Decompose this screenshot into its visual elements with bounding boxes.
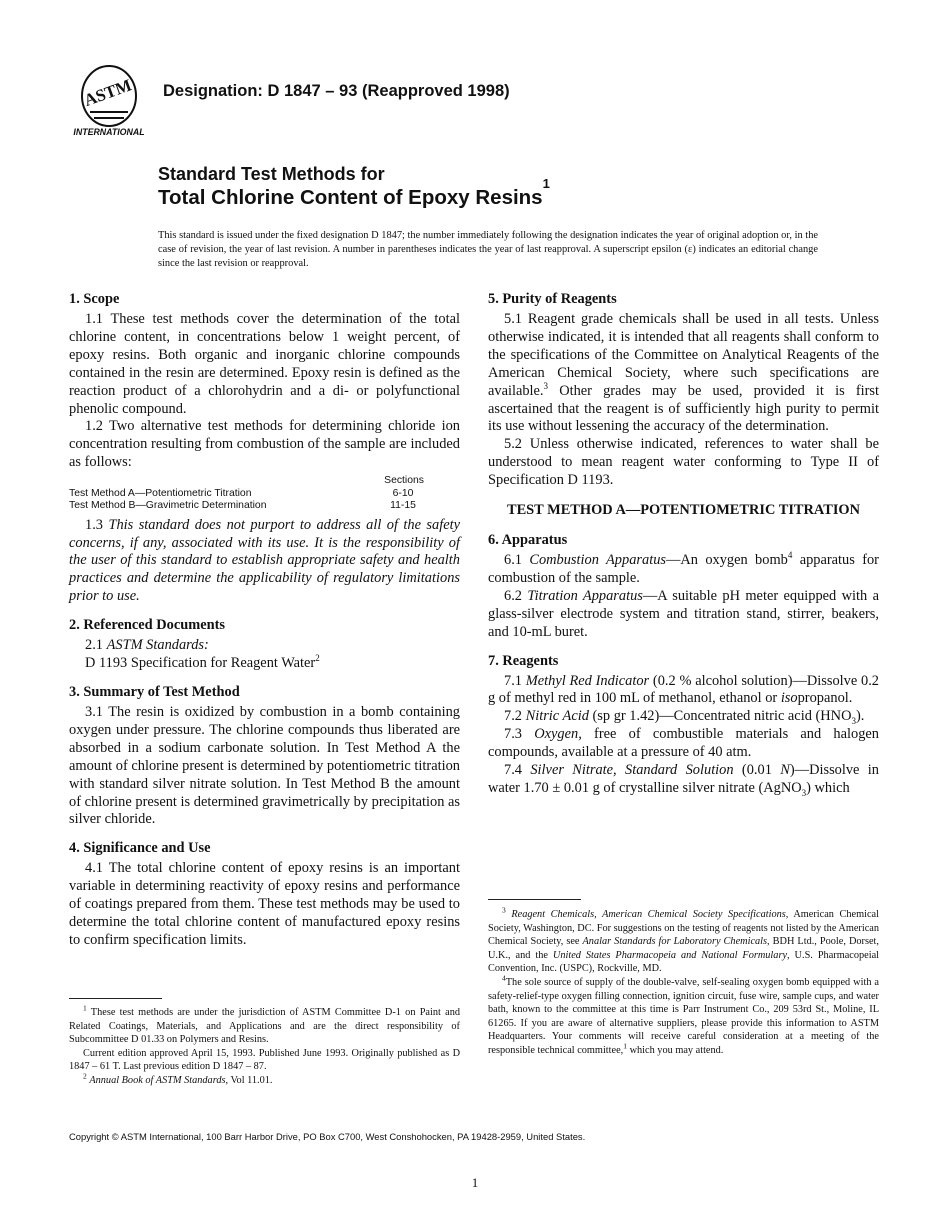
footnote: Current edition approved April 15, 1993. Published June 1993. Originally published as D 1847 – 61 T. Last previous edition D 1847 – 87. [69,1047,460,1073]
section-scope [69,289,460,606]
table-row [69,488,460,501]
paragraph: 4.1 The total chlorine content of epoxy resins is an important variable in determining reactivity of epoxy resins and performance of coatings prepared from them. These test methods may be used to determine the total chlorine content of manufactured epoxy resins to confirm specification limits. [69,860,460,948]
section-heading: 6. Apparatus [488,531,568,548]
table-cell: 11-15 [390,500,416,512]
document-title [158,163,550,209]
title-footnote-ref: 1 [542,176,550,191]
section-heading: 4. Significance and Use [69,840,211,857]
right-column [488,289,879,807]
footnote: $^3$ Reagent Chemicals, American Chemical Society Specifications, American Chemical Society, Washington, DC. For suggestions on the testing of reagents not listed by the American Chemical Society, see Analar Standards for Laboratory Chemicals, BDH Ltd., Poole, Dorset, U.K., and the United States Pharmacopeia and National Formulary, U.S. Pharmacopeial Convention, Inc. (USPC), Rockville, MD. [488,905,880,975]
section-heading: 2. Referenced Documents [69,617,225,634]
paragraph: 6.2 Titration Apparatus—A suitable pH meter equipped with a glass-silver electrode system and titration stand, stirrer, beakers, and 10-mL buret. [488,587,879,640]
footnotes-left [69,1003,460,1088]
section-summary [69,682,460,829]
section-referenced-documents [69,615,460,673]
section-purity [488,289,879,490]
method-a-heading: TEST METHOD A—POTENTIOMETRIC TITRATION [506,502,861,519]
table-cell: Test Method B—Gravimetric Determination [69,500,267,512]
standard-notice: This standard is issued under the fixed designation D 1847; the number immediately following the designation indicates the year of original adoption or, in the case of revision, the year of last revision. A number in parentheses indicates the year of last reapproval. A superscript epsilon (ε) indicates an editorial change since the last revision or reapproval. [158,230,818,269]
table-cell: Test Method A—Potentiometric Titration [69,487,252,499]
page-number: 1 [471,1175,479,1190]
logo-text: ASTM [81,75,135,111]
paragraph: 5.2 Unless otherwise indicated, references to water shall be understood to mean reagent water conforming to Type II of Specification D 1193. [488,436,879,489]
copyright-notice: Copyright © ASTM International, 100 Barr Harbor Drive, PO Box C700, West Conshohocken, PA 19428-2959, United States. [69,1131,586,1142]
table-cell: 6-10 [392,487,414,499]
paragraph: 1.3 This standard does not purport to address all of the safety concerns, if any, associated with its use. It is the responsibility of the user of this standard to establish appropriate safety and health practices and determine the applicability of regulatory limitations prior to use. [69,516,460,605]
paragraph: 6.1 Combustion Apparatus—An oxygen bomb$^4$ apparatus for combustion of the sample. [488,550,879,586]
footnote-rule [488,899,581,900]
footnote-rule [69,998,162,999]
paragraph: 1.1 These test methods cover the determination of the total chlorine content, in concentrations below 1 weight percent, of epoxy resins. Both organic and inorganic chlorine compounds contained in the resin are determined. Epoxy resin is defined as the reaction product of a chlorohydrin and a di- or polyfunctional phenolic compound. [69,311,460,417]
section-heading: 3. Summary of Test Method [69,684,240,700]
section-heading: 7. Reagents [488,652,559,669]
table-row [69,500,460,513]
footnote: $^4$The sole source of supply of the double-valve, self-sealing oxygen bomb equipped with a safety-relief-type oxygen filling connection, ignition circuit, fuse wire, sample cups, and water bath, known to the committee at this time is Parr Instrument Co., 209 53rd St., Moline, IL 61265. If you are aware of alternative suppliers, please provide this information to ASTM Headquarters. Your comments will receive careful consideration at a meeting of the responsible technical committee,$^1$ which you may attend. [488,973,879,1056]
paragraph: 2.1 ASTM Standards: [85,637,209,654]
footnote: $^2$ Annual Book of ASTM Standards, Vol 11.01. [83,1071,273,1086]
section-heading: 5. Purity of Reagents [488,291,617,307]
paragraph: 3.1 The resin is oxidized by combustion in a bomb containing oxygen under pressure. The chlorine compounds thus liberated are absorbed in a sodium carbonate solution. In Test Method A the amount of chlorine present is determined by potentiometric titration with standard silver nitrate solution. In Test Method B the amount of chlorine present is determined gravimetrically by precipitation as silver chloride. [69,704,460,828]
footnote: $^1$ These test methods are under the jurisdiction of ASTM Committee D-1 on Paint and Related Coatings, Materials, and Applications and are the direct responsibility of Subcommittee D 01.33 on Polymers and Resins. [69,1003,460,1046]
section-significance [69,838,460,950]
footnotes-right [488,905,880,1058]
paragraph: 5.1 Reagent grade chemicals shall be used in all tests. Unless otherwise indicated, it is intended that all reagents shall conform to the specifications of the Committee on Analytical Reagents of the American Chemical Society, where such specifications are available.$^3$ Other grades may be used, provided it is first ascertained that the reagent is of sufficiently high purity to permit its use without lessening the accuracy of the determination. [488,311,879,435]
paragraph: 1.2 Two alternative test methods for determining chloride ion concentration resulting from combustion of the sample are included as follows: [69,418,460,471]
table-header: Sections [384,475,424,487]
title-line1: Standard Test Methods for [158,164,385,184]
paragraph: 7.3 Oxygen, free of combustible materials and halogen compounds, available at a pressure of 40 atm. [488,726,879,761]
title-line2: Total Chlorine Content of Epoxy Resins$^1$ [158,176,550,209]
left-column [69,289,460,959]
section-reagents [488,651,879,798]
paragraph: D 1193 Specification for Reagent Water$^2$ [85,653,320,672]
section-heading: 1. Scope [69,291,120,307]
paragraph: 7.2 Nitric Acid (sp gr 1.42)—Concentrated nitric acid $(HNO_3)$. [504,708,865,727]
paragraph: 7.1 Methyl Red Indicator (0.2 % alcohol solution)—Dissolve 0.2 g of methyl red in 100 mL of methanol, ethanol or isopropanol. [488,672,879,707]
logo-sub: INTERNATIONAL [73,127,145,137]
astm-logo [68,62,150,140]
section-apparatus [488,530,879,642]
designation: Designation: D 1847 – 93 (Reapproved 1998) [163,82,510,100]
sections-table [69,475,460,513]
paragraph: 7.4 Silver Nitrate, Standard Solution (0.01 N)—Dissolve in water 1.70 ± 0.01 g of crystalline silver nitrate (AgNO$_3$) which [488,762,879,798]
